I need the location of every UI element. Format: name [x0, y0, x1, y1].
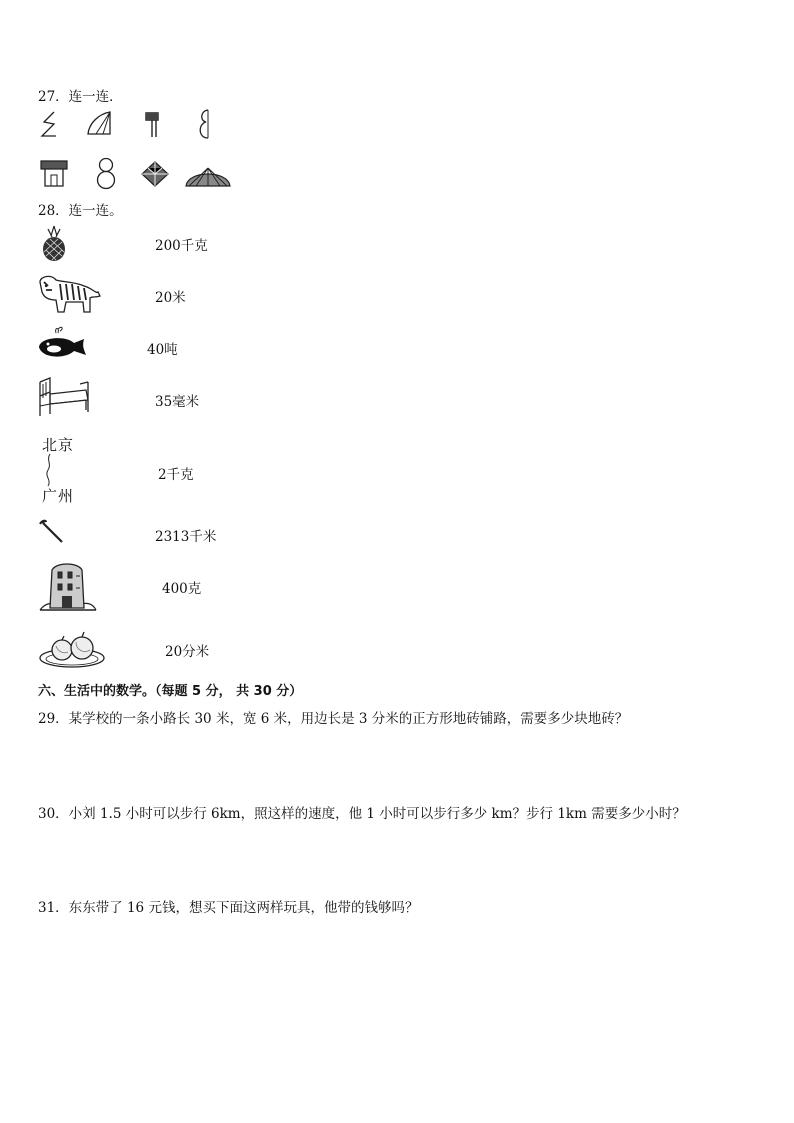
- q28-label-1: 200千克: [155, 238, 208, 254]
- tiger-icon: [36, 272, 102, 316]
- gourd-icon: [95, 156, 117, 190]
- map-bottom-label: 广州: [42, 487, 75, 505]
- q28-label-3: 40吨: [147, 342, 178, 358]
- map-top-label: 北京: [42, 436, 75, 454]
- house-icon: [40, 158, 68, 188]
- q29-text: 29．某学校的一条小路长 30 米，宽 6 米，用边长是 3 分米的正方形地砖铺路，需要多少块地砖？: [38, 711, 629, 727]
- bed-icon: [36, 374, 92, 418]
- q28-label-4: 35毫米: [155, 394, 200, 410]
- beijing-guangzhou-map-icon: [38, 432, 88, 508]
- diamond-icon: [140, 160, 170, 188]
- building-icon: [38, 558, 98, 612]
- q28-label-7: 400克: [162, 581, 202, 597]
- umbrella-icon: [184, 162, 232, 188]
- half-house-icon: [142, 110, 164, 140]
- whale-icon: [36, 325, 88, 361]
- section6-heading: 六、生活中的数学。（每题 5 分， 共 30 分）: [38, 684, 303, 699]
- q28-label-6: 2313千米: [155, 529, 217, 545]
- q28-label-5: 2千克: [158, 467, 194, 483]
- q31-text: 31．东东带了 16 元钱，想买下面这两样玩具，他带的钱够吗？: [38, 900, 419, 916]
- nail-icon: [38, 518, 68, 548]
- half-umbrella-icon: [86, 110, 114, 136]
- apples-plate-icon: [38, 628, 106, 670]
- q28-label-2: 20米: [155, 290, 186, 306]
- pineapple-icon: [38, 224, 70, 262]
- folded-lines-icon: [38, 110, 60, 140]
- q30-text: 30．小刘 1.5 小时可以步行 6km，照这样的速度，他 1 小时可以步行多少 km？步行 1km 需要多少小时？: [38, 806, 686, 822]
- half-gourd-icon: [196, 108, 212, 140]
- q28-label-8: 20分米: [165, 644, 210, 660]
- q27-label: 27．连一连．: [38, 89, 123, 105]
- q28-label: 28．连一连。: [38, 203, 123, 219]
